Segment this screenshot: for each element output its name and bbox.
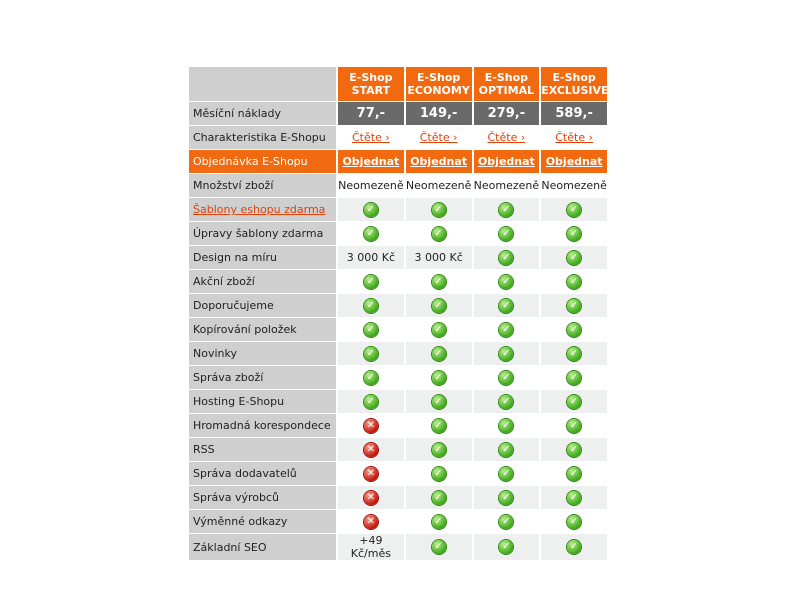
check-circle-icon: ✓ [567, 323, 581, 337]
check-circle-icon: ✓ [567, 419, 581, 433]
feature-row [189, 390, 607, 414]
feature-status-cell [406, 294, 472, 318]
feature-status-cell [541, 270, 607, 294]
feature-value-cell: Neomezeně [474, 174, 540, 198]
check-circle-icon: ✓ [499, 540, 513, 554]
characteristics-label: Charakteristika E-Shopu [189, 126, 336, 150]
feature-status-cell [541, 342, 607, 366]
plan-name: E-Shop [416, 71, 461, 84]
feature-value-cell: +49 Kč/měs [338, 534, 404, 561]
feature-status-cell [541, 438, 607, 462]
cross-circle-icon: ✕ [364, 419, 378, 433]
plan-tier: EXCLUSIVE [541, 84, 609, 97]
check-circle-icon: ✓ [567, 443, 581, 457]
check-circle-icon: ✓ [499, 467, 513, 481]
plan-header-optimal [474, 67, 540, 102]
plan-header-exclusive [541, 67, 607, 102]
feature-status-cell [474, 414, 540, 438]
feature-status-cell [541, 294, 607, 318]
check-circle-icon: ✓ [364, 395, 378, 409]
feature-status-cell [541, 318, 607, 342]
check-circle-icon: ✓ [499, 323, 513, 337]
feature-label: Množství zboží [189, 174, 336, 198]
feature-row [189, 534, 607, 561]
read-more-link-exclusive[interactable]: Čtěte › [555, 131, 593, 144]
read-more-link-start[interactable]: Čtěte › [352, 131, 390, 144]
feature-row [189, 294, 607, 318]
feature-status-cell [406, 414, 472, 438]
plan-header-economy [406, 67, 472, 102]
header-row [189, 67, 607, 102]
check-circle-icon: ✓ [432, 515, 446, 529]
feature-status-cell [338, 366, 404, 390]
feature-label: Novinky [189, 342, 336, 366]
check-circle-icon: ✓ [432, 491, 446, 505]
feature-status-cell [541, 246, 607, 270]
feature-value-cell: 3 000 Kč [406, 246, 472, 270]
feature-label: Akční zboží [189, 270, 336, 294]
check-circle-icon: ✓ [499, 275, 513, 289]
feature-status-cell [541, 462, 607, 486]
header-corner [189, 67, 336, 102]
feature-label: RSS [189, 438, 336, 462]
feature-row [189, 486, 607, 510]
price-optimal: 279,- [474, 102, 540, 126]
feature-status-cell [406, 462, 472, 486]
check-circle-icon: ✓ [432, 203, 446, 217]
check-circle-icon: ✓ [364, 275, 378, 289]
feature-row [189, 270, 607, 294]
plan-name: E-Shop [349, 71, 393, 84]
feature-status-cell [338, 390, 404, 414]
plan-name: E-Shop [484, 71, 528, 84]
feature-status-cell [338, 414, 404, 438]
order-cell [406, 150, 472, 174]
feature-status-cell [406, 438, 472, 462]
feature-status-cell [338, 222, 404, 246]
plan-name: E-Shop [552, 71, 596, 84]
price-start: 77,- [338, 102, 404, 126]
feature-status-cell [338, 510, 404, 534]
check-circle-icon: ✓ [567, 227, 581, 241]
feature-value-cell: Neomezeně [406, 174, 472, 198]
feature-label: Hosting E-Shopu [189, 390, 336, 414]
check-circle-icon: ✓ [364, 203, 378, 217]
feature-status-cell [406, 318, 472, 342]
check-circle-icon: ✓ [567, 540, 581, 554]
feature-status-cell [474, 390, 540, 414]
order-link-exclusive[interactable]: Objednat [545, 155, 603, 168]
price-exclusive: 589,- [541, 102, 607, 126]
feature-status-cell [474, 198, 540, 222]
feature-status-cell [474, 366, 540, 390]
check-circle-icon: ✓ [499, 515, 513, 529]
feature-status-cell [474, 270, 540, 294]
characteristics-row [189, 126, 607, 150]
order-link-optimal[interactable]: Objednat [477, 155, 535, 168]
feature-status-cell [541, 486, 607, 510]
check-circle-icon: ✓ [432, 347, 446, 361]
cross-circle-icon: ✕ [364, 491, 378, 505]
feature-status-cell [338, 342, 404, 366]
check-circle-icon: ✓ [567, 515, 581, 529]
feature-row [189, 366, 607, 390]
feature-row [189, 198, 607, 222]
price-economy: 149,- [406, 102, 472, 126]
check-circle-icon: ✓ [567, 395, 581, 409]
check-circle-icon: ✓ [499, 371, 513, 385]
read-more-link-economy[interactable]: Čtěte › [419, 131, 458, 144]
price-row [189, 102, 607, 126]
feature-link[interactable]: Šablony eshopu zdarma [193, 203, 326, 216]
feature-row [189, 174, 607, 198]
check-circle-icon: ✓ [432, 227, 446, 241]
pricing-comparison-table [189, 67, 611, 561]
feature-status-cell [474, 462, 540, 486]
price-label: Měsíční náklady [189, 102, 336, 126]
check-circle-icon: ✓ [499, 491, 513, 505]
check-circle-icon: ✓ [567, 275, 581, 289]
comparison-grid [187, 67, 609, 561]
cross-circle-icon: ✕ [364, 515, 378, 529]
check-circle-icon: ✓ [364, 371, 378, 385]
read-more-link-optimal[interactable]: Čtěte › [487, 131, 526, 144]
feature-value-cell: Neomezeně [541, 174, 607, 198]
feature-status-cell [474, 222, 540, 246]
check-circle-icon: ✓ [364, 347, 378, 361]
check-circle-icon: ✓ [499, 299, 513, 313]
check-circle-icon: ✓ [499, 251, 513, 265]
check-circle-icon: ✓ [567, 347, 581, 361]
check-circle-icon: ✓ [567, 467, 581, 481]
feature-label: Úpravy šablony zdarma [189, 222, 336, 246]
feature-status-cell [338, 318, 404, 342]
check-circle-icon: ✓ [567, 251, 581, 265]
feature-label: Správa zboží [189, 366, 336, 390]
feature-row [189, 462, 607, 486]
feature-status-cell [541, 390, 607, 414]
order-link-economy[interactable]: Objednat [410, 155, 468, 168]
feature-label: Design na míru [189, 246, 336, 270]
plan-tier: ECONOMY [407, 84, 470, 97]
check-circle-icon: ✓ [499, 419, 513, 433]
feature-status-cell [406, 366, 472, 390]
check-circle-icon: ✓ [364, 323, 378, 337]
feature-label [189, 198, 336, 222]
check-circle-icon: ✓ [499, 203, 513, 217]
plan-tier: START [351, 84, 391, 97]
check-circle-icon: ✓ [432, 299, 446, 313]
feature-label: Doporučujeme [189, 294, 336, 318]
feature-status-cell [406, 270, 472, 294]
feature-status-cell [541, 366, 607, 390]
feature-status-cell [338, 270, 404, 294]
feature-label: Hromadná korespondece [189, 414, 336, 438]
feature-status-cell [474, 510, 540, 534]
order-link-start[interactable]: Objednat [342, 155, 400, 168]
feature-status-cell [406, 342, 472, 366]
cross-circle-icon: ✕ [364, 443, 378, 457]
feature-status-cell [474, 534, 540, 561]
feature-status-cell [541, 510, 607, 534]
feature-status-cell [474, 318, 540, 342]
check-circle-icon: ✓ [432, 323, 446, 337]
feature-status-cell [338, 294, 404, 318]
plan-tier: OPTIMAL [478, 84, 535, 97]
feature-status-cell [474, 438, 540, 462]
check-circle-icon: ✓ [499, 395, 513, 409]
check-circle-icon: ✓ [432, 395, 446, 409]
feature-status-cell [541, 534, 607, 561]
feature-row [189, 318, 607, 342]
check-circle-icon: ✓ [432, 371, 446, 385]
feature-status-cell [406, 510, 472, 534]
check-circle-icon: ✓ [432, 540, 446, 554]
characteristics-cell [338, 126, 404, 150]
feature-status-cell [541, 198, 607, 222]
feature-status-cell [406, 486, 472, 510]
feature-label: Správa výrobců [189, 486, 336, 510]
check-circle-icon: ✓ [499, 227, 513, 241]
check-circle-icon: ✓ [432, 419, 446, 433]
cross-circle-icon: ✕ [364, 467, 378, 481]
order-label: Objednávka E-Shopu [189, 150, 336, 174]
feature-status-cell [474, 294, 540, 318]
plan-header-start [338, 67, 404, 102]
feature-row [189, 414, 607, 438]
check-circle-icon: ✓ [567, 203, 581, 217]
feature-status-cell [474, 246, 540, 270]
feature-status-cell [406, 198, 472, 222]
feature-label: Základní SEO [189, 534, 336, 561]
characteristics-cell [406, 126, 472, 150]
feature-status-cell [406, 222, 472, 246]
feature-status-cell [338, 198, 404, 222]
feature-status-cell [474, 486, 540, 510]
check-circle-icon: ✓ [499, 347, 513, 361]
check-circle-icon: ✓ [499, 443, 513, 457]
feature-label: Kopírování položek [189, 318, 336, 342]
feature-status-cell [338, 438, 404, 462]
feature-row [189, 438, 607, 462]
check-circle-icon: ✓ [432, 467, 446, 481]
feature-status-cell [406, 534, 472, 561]
feature-status-cell [338, 486, 404, 510]
check-circle-icon: ✓ [432, 443, 446, 457]
order-cell [338, 150, 404, 174]
check-circle-icon: ✓ [432, 275, 446, 289]
feature-row [189, 246, 607, 270]
order-cell [474, 150, 540, 174]
characteristics-cell [541, 126, 607, 150]
check-circle-icon: ✓ [567, 491, 581, 505]
feature-row [189, 342, 607, 366]
feature-status-cell [474, 342, 540, 366]
feature-status-cell [541, 414, 607, 438]
feature-label: Výměnné odkazy [189, 510, 336, 534]
feature-value-cell: Neomezeně [338, 174, 404, 198]
feature-status-cell [406, 390, 472, 414]
characteristics-cell [474, 126, 540, 150]
check-circle-icon: ✓ [364, 227, 378, 241]
feature-row [189, 222, 607, 246]
feature-row [189, 510, 607, 534]
order-row [189, 150, 607, 174]
check-circle-icon: ✓ [567, 299, 581, 313]
feature-status-cell [338, 462, 404, 486]
check-circle-icon: ✓ [567, 371, 581, 385]
feature-value-cell: 3 000 Kč [338, 246, 404, 270]
order-cell [541, 150, 607, 174]
check-circle-icon: ✓ [364, 299, 378, 313]
feature-status-cell [541, 222, 607, 246]
feature-label: Správa dodavatelů [189, 462, 336, 486]
